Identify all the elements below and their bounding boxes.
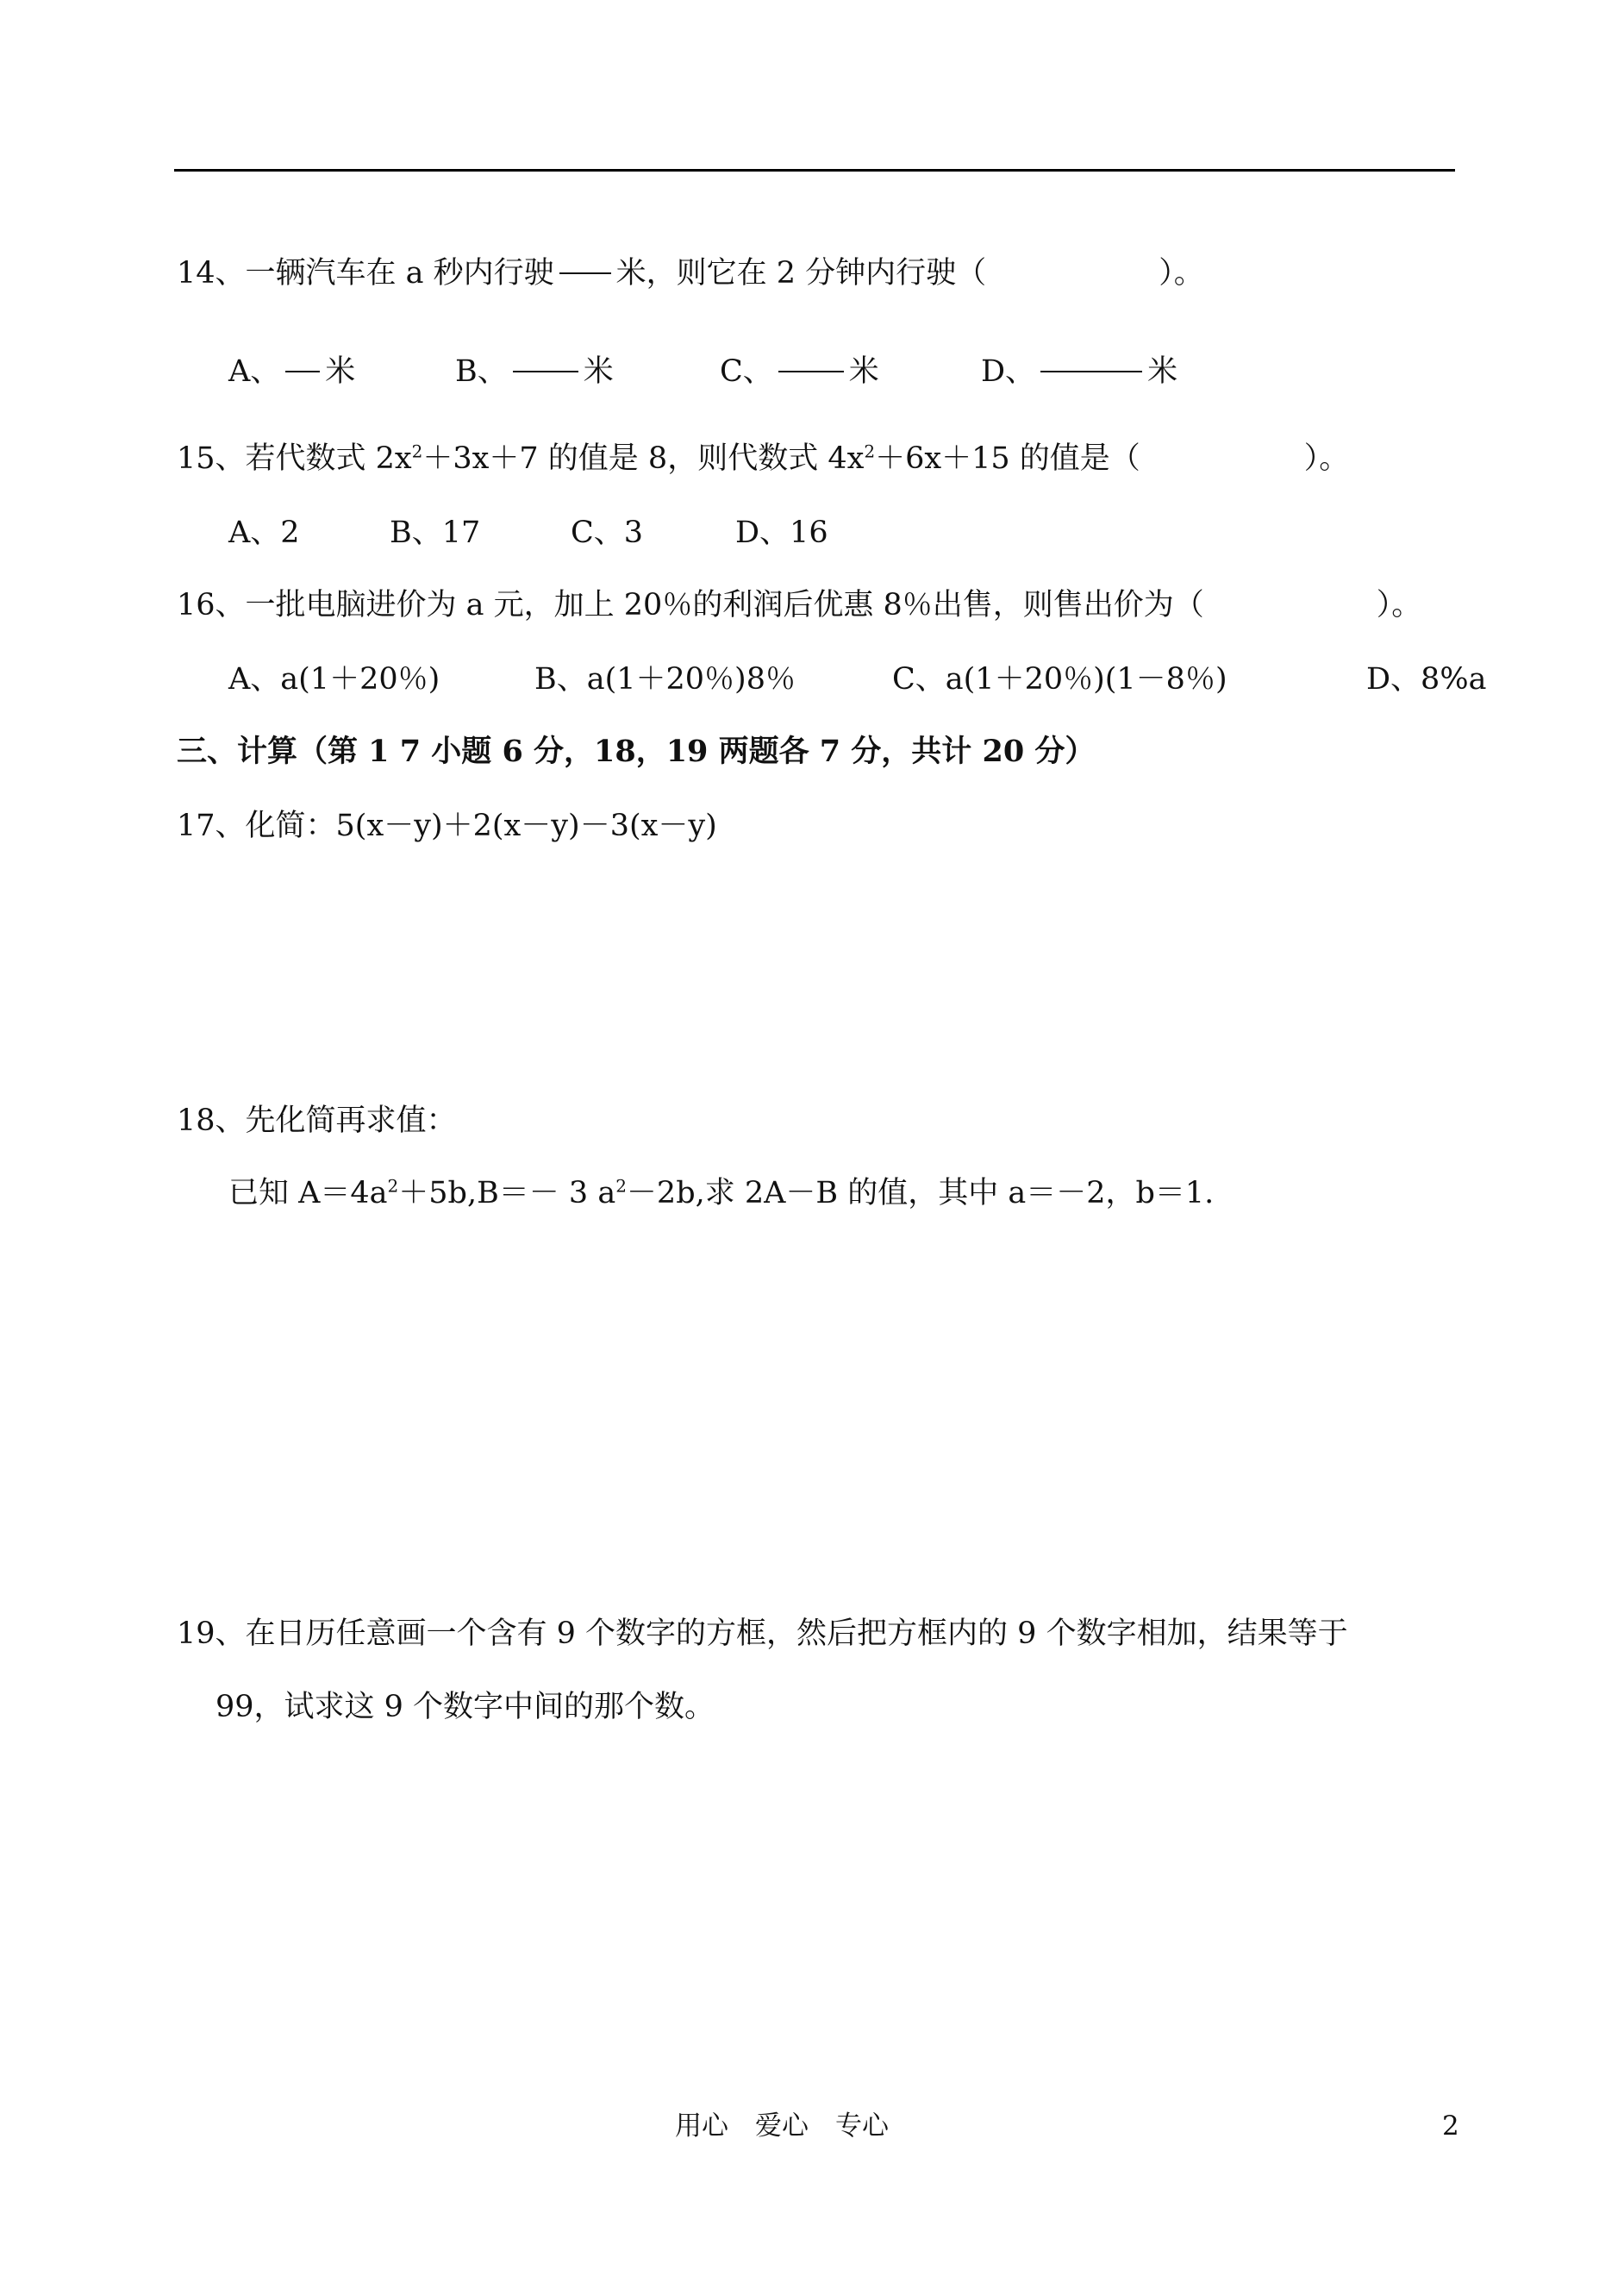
fraction-bar bbox=[1040, 371, 1142, 372]
question-18-body bbox=[228, 1173, 1214, 1214]
q18-text: ＋5b,B＝－ 3 a bbox=[398, 1176, 616, 1210]
option-label: D、 bbox=[981, 354, 1036, 389]
option-unit: 米 bbox=[848, 354, 879, 389]
option-label: A、 bbox=[228, 354, 281, 389]
q14-suffix: ）。 bbox=[1159, 256, 1204, 291]
q15-option-b: B、17 bbox=[390, 516, 481, 550]
q15-option-a: A、2 bbox=[228, 516, 300, 550]
exponent: 2 bbox=[864, 441, 876, 462]
q18-text: －2b,求 2A－B 的值，其中 a＝－2，b＝1. bbox=[626, 1176, 1215, 1210]
q16-option-d: D、8%a bbox=[1366, 662, 1487, 697]
option-label: C、 bbox=[720, 354, 773, 389]
q15-text: 15、若代数式 2x bbox=[177, 441, 412, 476]
question-14 bbox=[177, 253, 1204, 294]
q16-suffix: ）。 bbox=[1376, 588, 1422, 622]
fraction-bar bbox=[285, 371, 320, 372]
question-18-title: 18、先化简再求值： bbox=[177, 1104, 457, 1138]
q16-option-b: B、a(1＋20％)8％ bbox=[534, 662, 796, 697]
q16-option-c: C、a(1＋20％)(1－8％) bbox=[892, 662, 1227, 697]
question-19-line-2: 99，试求这 9 个数字中间的那个数。 bbox=[215, 1690, 715, 1724]
q14-middle: 米，则它在 2 分钟内行驶（ bbox=[615, 256, 987, 291]
question-16 bbox=[177, 585, 1421, 626]
option-unit: 米 bbox=[583, 354, 614, 389]
q14-option-b bbox=[455, 351, 614, 392]
exponent: 2 bbox=[615, 1175, 627, 1197]
q14-option-a bbox=[228, 351, 355, 392]
question-17: 17、化简：5(x－y)＋2(x－y)－3(x－y) bbox=[177, 809, 717, 843]
q14-option-c bbox=[720, 351, 879, 392]
exponent: 2 bbox=[387, 1175, 399, 1197]
option-unit: 米 bbox=[1147, 354, 1178, 389]
q16-option-a: A、a(1＋20％) bbox=[228, 662, 440, 697]
question-15 bbox=[177, 438, 1349, 479]
question-19-line-1: 19、在日历任意画一个含有 9 个数字的方框，然后把方框内的 9 个数字相加，结果等于 bbox=[177, 1617, 1348, 1651]
section-3-heading: 三、计算（第 1 7 小题 6 分，18，19 两题各 7 分，共计 20 分） bbox=[177, 734, 1096, 769]
q15-text: ＋6x＋15 的值是（ bbox=[875, 441, 1140, 476]
option-label: B、 bbox=[455, 354, 508, 389]
q15-option-c: C、3 bbox=[571, 516, 644, 550]
fraction-bar bbox=[778, 371, 844, 372]
q15-option-d: D、16 bbox=[735, 516, 828, 550]
q15-suffix: ）。 bbox=[1303, 441, 1350, 476]
fraction-bar bbox=[559, 272, 611, 274]
q15-text: ＋3x＋7 的值是 8，则代数式 4x bbox=[422, 441, 865, 476]
q18-text: 已知 A＝4a bbox=[228, 1176, 388, 1210]
header-rule bbox=[174, 169, 1455, 172]
q16-text: 16、一批电脑进价为 a 元，加上 20％的利润后优惠 8％出售，则售出价为（ bbox=[177, 588, 1204, 622]
q14-prefix: 14、一辆汽车在 a 秒内行驶 bbox=[177, 256, 554, 291]
exponent: 2 bbox=[411, 441, 423, 462]
fraction-bar bbox=[513, 371, 578, 372]
q14-option-d bbox=[981, 351, 1177, 392]
option-unit: 米 bbox=[325, 354, 356, 389]
footer-slogan: 用心 爱心 专心 bbox=[675, 2111, 889, 2142]
page-number: 2 bbox=[1442, 2111, 1459, 2142]
